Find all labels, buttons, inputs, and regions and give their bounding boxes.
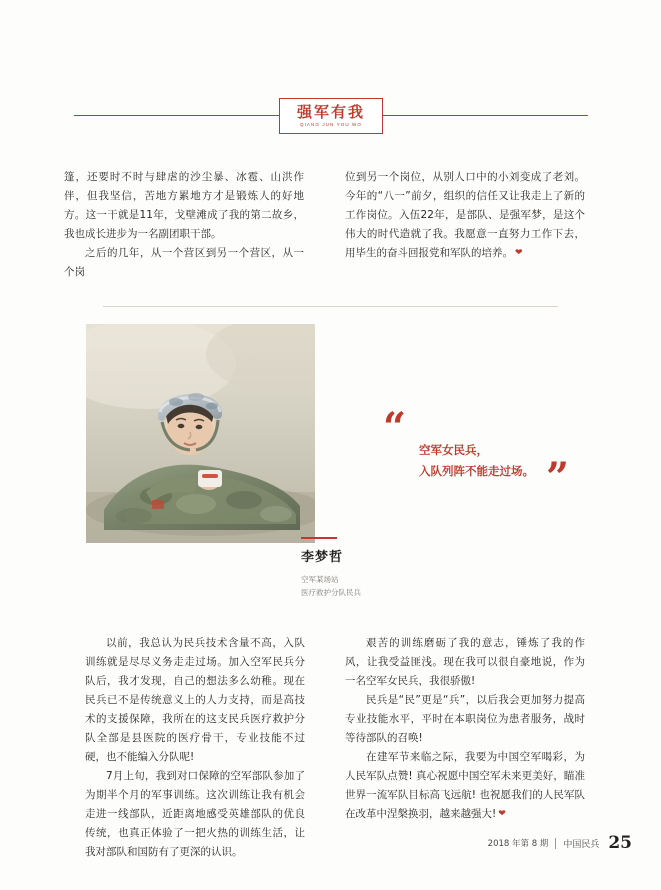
body-text-top-right — [345, 168, 585, 263]
paragraph: 之后的几年，从一个营区到另一个营区，从一个岗 — [64, 247, 304, 278]
paragraph — [345, 748, 585, 824]
issue-label: 2018 年第 8 期 — [487, 839, 549, 849]
body-text-top-left — [64, 168, 304, 282]
quote-open-mark: “ — [383, 404, 407, 451]
byline-rule — [301, 537, 337, 539]
paragraph: 篷，还要时不时与肆虐的沙尘暴、冰雹、山洪作伴，但我坚信，苦地方累地方才是锻炼人的好地方。这一干就是11年，戈壁滩成了我的第二故乡，我也成长进步为一名副团职干部。 — [64, 171, 304, 240]
paragraph: 民兵是“民”更是“兵”，以后我会更加努力提高专业技能水平，平时在本职岗位为患者服务，战时等待部队的召唤! — [345, 694, 585, 744]
footer-separator — [555, 838, 556, 849]
paragraph: 艰苦的训练磨砺了我的意志，锤炼了我的作风，让我受益匪浅。现在我可以很自豪地说，作为一名空军女民兵，我很骄傲! — [345, 637, 585, 687]
pull-quote — [419, 440, 579, 482]
page-number: 25 — [608, 833, 632, 853]
paragraph-text: 位到另一个岗位，从别人口中的小刘变成了老刘。今年的“八一”前夕，组织的信任又让我走上了新的工作岗位。入伍22年，是部队、是强军梦，是这个伟大的时代造就了我。我愿意一直努力工作下去，用毕生的奋斗回报党和军队的培养。 — [345, 171, 585, 259]
heart-icon: ❤ — [498, 809, 506, 819]
body-text-bottom-left — [85, 634, 305, 862]
author-affiliation — [301, 573, 451, 599]
body-text-bottom-right — [345, 634, 585, 824]
paragraph: 以前，我总认为民兵技术含量不高，入队训练就是尽尽义务走走过场。加入空军民兵分队后，我才发现，自己的想法多么幼稚。现在民兵已不是传统意义上的人力支持，而是高技术的支援保障，我所在的这支民兵医疗救护分队全部是县医院的医疗骨干，专业技能不过硬，也不能编入分队呢! — [85, 637, 305, 763]
byline — [301, 537, 451, 599]
masthead-rule-right — [383, 115, 588, 116]
column-logo-chinese: 强军有我 — [296, 102, 365, 121]
paragraph-text: 在建军节来临之际，我要为中国空军喝彩，为人民军队点赞! 真心祝愿中国空军未来更美好，瞄准世界一流军队目标高飞远航! 也祝愿我们的人民军队在改革中涅槃换羽，越来越强大! — [345, 751, 585, 820]
affiliation-line2: 医疗救护分队民兵 — [301, 588, 361, 597]
masthead-rule-left — [74, 115, 279, 116]
paragraph — [345, 168, 585, 263]
section-divider — [103, 306, 558, 307]
paragraph: 7月上旬，我到对口保障的空军部队参加了为期半个月的军事训练。这次训练让我有机会走进一线部队，近距离地感受英雄部队的优良传统，也真正体验了一把火热的训练生活，让我对部队和国防有了更深的认识。 — [85, 770, 305, 858]
column-logo-pinyin: QIANG JUN YOU WO — [299, 121, 363, 127]
pull-quote-line2: 入队列阵不能走过场。 — [419, 464, 534, 478]
heart-icon: ❤ — [515, 248, 523, 258]
masthead — [74, 98, 588, 134]
page-footer — [488, 833, 632, 853]
pull-quote-line1: 空军女民兵， — [419, 443, 488, 457]
magazine-name: 中国民兵 — [563, 839, 600, 850]
quote-close-mark: ” — [546, 454, 570, 501]
affiliation-line1: 空军某场站 — [301, 575, 339, 584]
author-name: 李梦哲 — [301, 550, 344, 565]
column-logo — [279, 98, 383, 134]
article-photo — [86, 324, 315, 543]
